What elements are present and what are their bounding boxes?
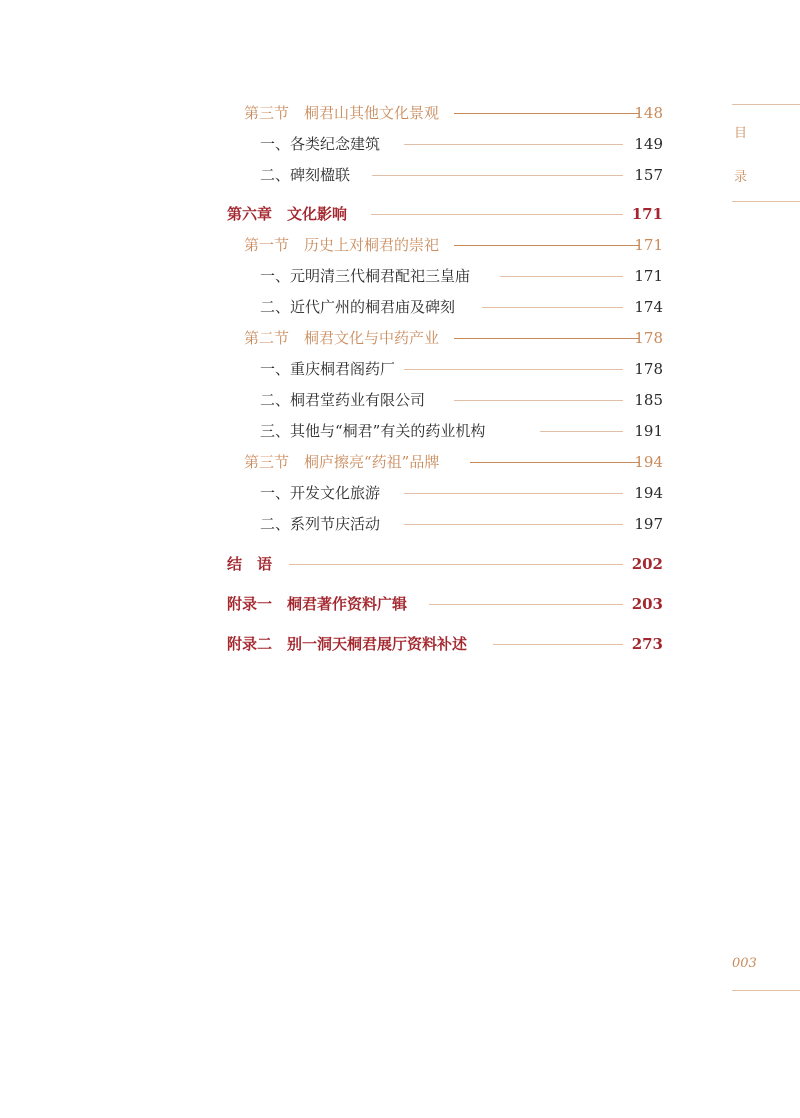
toc-page-number: 203 [631, 595, 663, 613]
toc-page-number: 171 [634, 236, 663, 254]
toc-leader-line [429, 604, 623, 605]
toc-row[interactable] [260, 163, 663, 187]
toc-leader-line [289, 564, 623, 565]
toc-entry-label: 三、其他与“桐君”有关的药业机构 [260, 422, 486, 440]
toc-page-number: 148 [634, 104, 663, 122]
toc-entry-label: 附录二 别一洞天桐君展厅资料补述 [227, 635, 468, 653]
toc-row[interactable] [227, 552, 663, 576]
toc-leader-line [404, 144, 623, 145]
toc-row[interactable] [244, 450, 663, 474]
toc-leader-line [470, 462, 639, 463]
toc-leader-line [454, 113, 639, 114]
toc-row[interactable] [227, 202, 663, 226]
toc-leader-line [500, 276, 623, 277]
toc-leader-line [404, 524, 623, 525]
side-tab-char-1: 目 [734, 126, 748, 141]
toc-leader-line [404, 369, 623, 370]
toc-page-number: 202 [631, 555, 663, 573]
toc-row[interactable] [260, 357, 663, 381]
toc-page-number: 273 [631, 635, 663, 653]
toc-entry-label: 第三节 桐君山其他文化景观 [244, 104, 440, 122]
toc-leader-line [404, 493, 623, 494]
toc-row[interactable] [244, 233, 663, 257]
folio-rule [732, 990, 800, 991]
toc-entry-label: 二、系列节庆活动 [260, 515, 381, 533]
toc-page-number: 174 [634, 298, 663, 316]
toc-leader-line [371, 214, 623, 215]
toc-row[interactable] [260, 481, 663, 505]
page-folio-number: 003 [732, 956, 757, 971]
toc-entry-label: 一、各类纪念建筑 [260, 135, 381, 153]
toc-row[interactable] [227, 632, 663, 656]
toc-row[interactable] [260, 132, 663, 156]
toc-entry-label: 第一节 历史上对桐君的崇祀 [244, 236, 440, 254]
toc-row[interactable] [260, 388, 663, 412]
toc-row[interactable] [260, 295, 663, 319]
toc-page-number: 194 [634, 484, 663, 502]
toc-page-number: 171 [634, 267, 663, 285]
toc-entry-label: 第三节 桐庐擦亮“药祖”品牌 [244, 453, 440, 471]
toc-entry-label: 二、桐君堂药业有限公司 [260, 391, 426, 409]
toc-entry-label: 一、元明清三代桐君配祀三皇庙 [260, 267, 471, 285]
toc-row[interactable] [260, 419, 663, 443]
toc-leader-line [372, 175, 623, 176]
toc-page-number: 191 [634, 422, 663, 440]
toc-page-number: 178 [634, 329, 663, 347]
toc-page-number: 149 [634, 135, 663, 153]
toc-entry-label: 附录一 桐君著作资料广辑 [227, 595, 408, 613]
toc-page-number: 197 [634, 515, 663, 533]
toc-row[interactable] [227, 592, 663, 616]
toc-page-number: 171 [631, 205, 663, 223]
toc-page-number: 178 [634, 360, 663, 378]
toc-page-number: 157 [634, 166, 663, 184]
toc-row[interactable] [244, 326, 663, 350]
toc-entry-label: 二、碑刻楹联 [260, 166, 351, 184]
toc-page-number: 194 [634, 453, 663, 471]
toc-row[interactable] [244, 101, 663, 125]
toc-page-number: 185 [634, 391, 663, 409]
toc-leader-line [482, 307, 623, 308]
toc-leader-line [493, 644, 623, 645]
toc-entry-label: 第六章 文化影响 [227, 205, 348, 223]
toc-leader-line [540, 431, 623, 432]
toc-leader-line [454, 245, 639, 246]
toc-row[interactable] [260, 264, 663, 288]
toc-entry-label: 第二节 桐君文化与中药产业 [244, 329, 440, 347]
side-tab-char-2: 录 [734, 170, 748, 185]
toc-row[interactable] [260, 512, 663, 536]
toc-entry-label: 一、开发文化旅游 [260, 484, 381, 502]
toc-leader-line [454, 338, 639, 339]
toc-entry-label: 结 语 [227, 555, 273, 573]
toc-entry-label: 一、重庆桐君阁药厂 [260, 360, 396, 378]
toc-leader-line [454, 400, 623, 401]
toc-entry-label: 二、近代广州的桐君庙及碑刻 [260, 298, 456, 316]
